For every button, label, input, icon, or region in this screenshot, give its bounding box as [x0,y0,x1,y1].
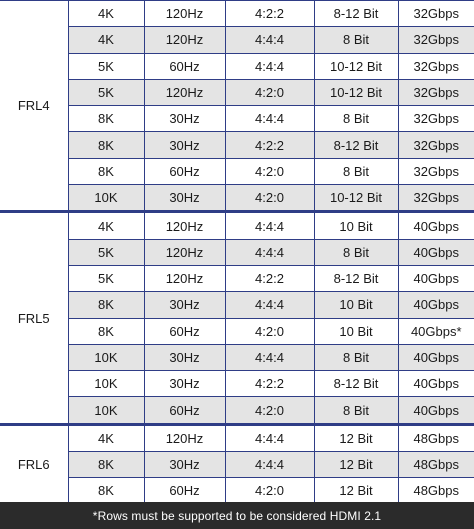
chroma-cell: 4:4:4 [225,239,314,265]
table-row [0,212,474,239]
bandwidth-cell: 32Gbps [398,53,474,79]
bit-depth-cell: 10 Bit [314,212,398,239]
bandwidth-cell: 32Gbps [398,158,474,184]
chroma-cell: 4:4:4 [225,106,314,132]
bandwidth-cell: 40Gbps [398,344,474,370]
refresh-rate-cell: 30Hz [144,185,225,212]
chroma-cell: 4:4:4 [225,212,314,239]
bandwidth-cell: 40Gbps [398,397,474,424]
footnote-bar [0,502,474,529]
chroma-cell: 4:4:4 [225,452,314,478]
frl-group-label: FRL4 [0,1,68,212]
bandwidth-cell: 32Gbps [398,1,474,27]
table-row [0,452,474,478]
resolution-cell: 8K [68,318,144,344]
bandwidth-cell: 32Gbps [398,185,474,212]
chroma-cell: 4:4:4 [225,292,314,318]
resolution-cell: 4K [68,1,144,27]
table-row [0,371,474,397]
table-row [0,397,474,424]
table-row [0,265,474,291]
bandwidth-cell: 48Gbps [398,478,474,504]
chroma-cell: 4:2:0 [225,79,314,105]
resolution-cell: 8K [68,478,144,504]
resolution-cell: 4K [68,212,144,239]
resolution-cell: 8K [68,158,144,184]
bit-depth-cell: 8-12 Bit [314,265,398,291]
resolution-cell: 8K [68,106,144,132]
chroma-cell: 4:2:2 [225,371,314,397]
bit-depth-cell: 10-12 Bit [314,79,398,105]
bit-depth-cell: 10 Bit [314,292,398,318]
bit-depth-cell: 10 Bit [314,318,398,344]
bandwidth-cell: 40Gbps [398,371,474,397]
refresh-rate-cell: 120Hz [144,424,225,451]
chroma-cell: 4:2:0 [225,397,314,424]
refresh-rate-cell: 120Hz [144,239,225,265]
bandwidth-cell: 40Gbps [398,212,474,239]
table-row [0,158,474,184]
bit-depth-cell: 10-12 Bit [314,185,398,212]
refresh-rate-cell: 60Hz [144,318,225,344]
chroma-cell: 4:2:2 [225,265,314,291]
refresh-rate-cell: 60Hz [144,397,225,424]
table-row [0,318,474,344]
resolution-cell: 4K [68,424,144,451]
bandwidth-cell: 40Gbps [398,292,474,318]
resolution-cell: 5K [68,53,144,79]
table-row [0,292,474,318]
chroma-cell: 4:2:2 [225,1,314,27]
bit-depth-cell: 8 Bit [314,397,398,424]
bandwidth-cell: 48Gbps [398,424,474,451]
bit-depth-cell: 12 Bit [314,452,398,478]
bandwidth-cell: 48Gbps [398,452,474,478]
bit-depth-cell: 10-12 Bit [314,53,398,79]
table-row [0,424,474,451]
bandwidth-cell: 32Gbps [398,106,474,132]
chroma-cell: 4:4:4 [225,424,314,451]
table-row [0,27,474,53]
bit-depth-cell: 8 Bit [314,158,398,184]
frl-group-label: FRL6 [0,424,68,504]
refresh-rate-cell: 30Hz [144,106,225,132]
bit-depth-cell: 12 Bit [314,478,398,504]
chroma-cell: 4:2:0 [225,185,314,212]
bit-depth-cell: 8 Bit [314,27,398,53]
chroma-cell: 4:2:0 [225,318,314,344]
refresh-rate-cell: 120Hz [144,212,225,239]
bit-depth-cell: 8 Bit [314,239,398,265]
chroma-cell: 4:4:4 [225,53,314,79]
resolution-cell: 10K [68,185,144,212]
resolution-cell: 5K [68,239,144,265]
resolution-cell: 4K [68,27,144,53]
bandwidth-cell: 40Gbps* [398,318,474,344]
resolution-cell: 10K [68,344,144,370]
chroma-cell: 4:2:2 [225,132,314,158]
table-row [0,344,474,370]
resolution-cell: 8K [68,292,144,318]
refresh-rate-cell: 60Hz [144,478,225,504]
bit-depth-cell: 8-12 Bit [314,1,398,27]
refresh-rate-cell: 120Hz [144,27,225,53]
refresh-rate-cell: 30Hz [144,292,225,318]
table-row [0,478,474,504]
resolution-cell: 8K [68,132,144,158]
table-row [0,79,474,105]
refresh-rate-cell: 60Hz [144,158,225,184]
table-row [0,1,474,27]
chroma-cell: 4:4:4 [225,27,314,53]
bit-depth-cell: 8 Bit [314,344,398,370]
table-row [0,53,474,79]
refresh-rate-cell: 120Hz [144,1,225,27]
bit-depth-cell: 12 Bit [314,424,398,451]
bandwidth-cell: 40Gbps [398,239,474,265]
refresh-rate-cell: 30Hz [144,344,225,370]
bandwidth-cell: 32Gbps [398,132,474,158]
refresh-rate-cell: 30Hz [144,452,225,478]
resolution-cell: 8K [68,452,144,478]
chroma-cell: 4:2:0 [225,478,314,504]
resolution-cell: 5K [68,79,144,105]
bandwidth-cell: 32Gbps [398,79,474,105]
footnote-text: *Rows must be supported to be considered HDMI 2.1 [92,508,382,523]
resolution-cell: 10K [68,397,144,424]
bit-depth-cell: 8 Bit [314,106,398,132]
table-row [0,239,474,265]
bandwidth-cell: 40Gbps [398,265,474,291]
bit-depth-cell: 8-12 Bit [314,371,398,397]
chroma-cell: 4:4:4 [225,344,314,370]
bandwidth-cell: 32Gbps [398,27,474,53]
table-row [0,132,474,158]
refresh-rate-cell: 30Hz [144,371,225,397]
bit-depth-cell: 8-12 Bit [314,132,398,158]
refresh-rate-cell: 60Hz [144,53,225,79]
frl-group-label: FRL5 [0,212,68,424]
refresh-rate-cell: 120Hz [144,265,225,291]
resolution-cell: 5K [68,265,144,291]
resolution-cell: 10K [68,371,144,397]
refresh-rate-cell: 30Hz [144,132,225,158]
refresh-rate-cell: 120Hz [144,79,225,105]
table-row [0,185,474,212]
table-row [0,106,474,132]
chroma-cell: 4:2:0 [225,158,314,184]
